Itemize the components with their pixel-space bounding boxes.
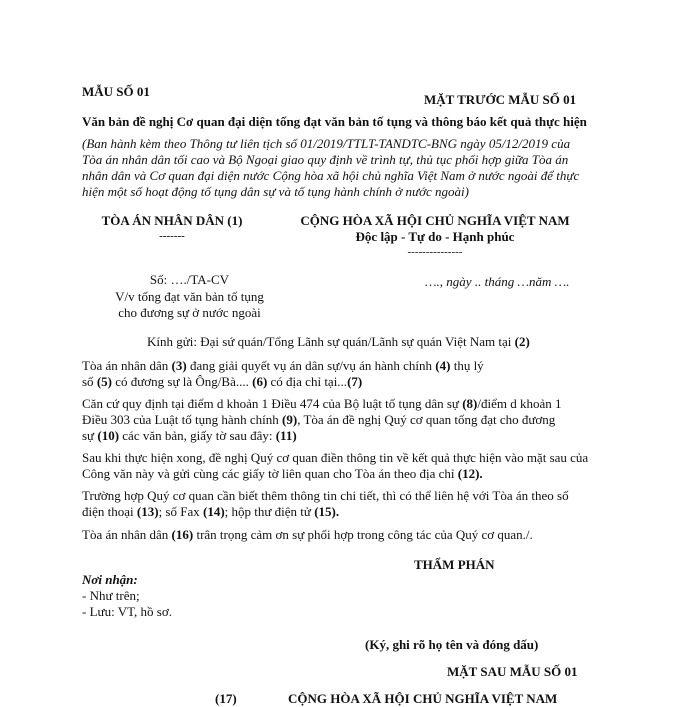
- legal-basis-note: [82, 136, 579, 200]
- form-number: MẪU SỐ 01: [82, 84, 150, 99]
- back-side-label: MẶT SAU MẪU SỐ 01: [447, 664, 578, 679]
- recipient: [147, 334, 530, 350]
- recipient-text: Kính gửi: Đại sứ quán/Tổng Lãnh sự quán/Lãnh sự quán Việt Nam tại: [147, 334, 515, 349]
- front-side-label: MẶT TRƯỚC MẪU SỐ 01: [424, 92, 577, 107]
- bottom-ref: (17): [215, 691, 237, 706]
- subject-line: cho đương sự ở nước ngoài: [118, 305, 261, 320]
- document-title: Văn bản đề nghị Cơ quan đại diện tống đạt văn bản tố tụng và thông báo kết quả thực hiện: [82, 114, 587, 129]
- date-line: …., ngày .. tháng …năm ….: [425, 274, 570, 289]
- judge-title: THẨM PHÁN: [414, 557, 495, 572]
- nation-name: CỘNG HÒA XÃ HỘI CHỦ NGHĨA VIỆT NAM: [300, 213, 570, 228]
- paragraph-case-info: Tòa án nhân dân (3) đang giải quyết vụ án dân sự/vụ án hành chính (4) thụ lý số (5) có đương sự là Ông/Bà.... (6) có địa chỉ tại...(7): [82, 358, 484, 389]
- receiver-item: - Như trên;: [82, 588, 140, 603]
- receiver-item: - Lưu: VT, hồ sơ.: [82, 604, 172, 619]
- court-divider: -------: [159, 230, 185, 242]
- bottom-nation-name: CỘNG HÒA XÃ HỘI CHỦ NGHĨA VIỆT NAM: [288, 691, 558, 706]
- national-motto: Độc lập - Tự do - Hạnh phúc: [355, 229, 515, 244]
- paragraph-contact-info: Trường hợp Quý cơ quan cần biết thêm thông tin chi tiết, thì có thể liên hệ với Tòa án theo số điện thoại (13); số Fax (14); hộp thư điện tử (15).: [82, 488, 569, 519]
- subject-line: V/v tống đạt văn bản tố tụng: [115, 289, 264, 304]
- legal-note-line: Tòa án nhân dân tối cao và Bộ Ngoại giao quy định về trình tự, thủ tục phối hợp giữa Tòa án: [82, 152, 569, 167]
- receivers-list: [82, 588, 172, 620]
- legal-note-line: nhân dân và Cơ quan đại diện nước Cộng hòa xã hội chủ nghĩa Việt Nam ở nước ngoài để thực: [82, 168, 580, 183]
- court-name: TÒA ÁN NHÂN DÂN (1): [101, 213, 243, 228]
- legal-note-line: hiện một số hoạt động tố tụng dân sự và tố tụng hành chính ở nước ngoài): [82, 184, 469, 199]
- subject: [82, 289, 297, 321]
- paragraph-legal-basis: Căn cứ quy định tại điểm d khoản 1 Điều 474 của Bộ luật tố tụng dân sự (8)/điểm d khoản 1 Điều 303 của Luật tố tụng hành chính (9), Tòa án đề nghị Quý cơ quan tống đạt cho đương sự (10) các văn bản, giấy tờ sau đây: (11): [82, 396, 562, 443]
- document-number: Số: …./TA-CV: [149, 272, 230, 287]
- paragraph-result-request: Sau khi thực hiện xong, đề nghị Quý cơ quan điền thông tin về kết quả thực hiện vào mặt sau của Công văn này và gửi cùng các giấy tờ liên quan cho Tòa án theo địa chỉ (12).: [82, 450, 589, 481]
- motto-divider: ---------------: [407, 246, 463, 258]
- signature-note: (Ký, ghi rõ họ tên và đóng dấu): [365, 637, 539, 652]
- receivers-label: Nơi nhận:: [82, 572, 138, 587]
- paragraph-thanks: Tòa án nhân dân (16) trân trọng cảm ơn sự phối hợp trong công tác của Quý cơ quan./.: [82, 527, 533, 542]
- recipient-ref: (2): [514, 334, 530, 349]
- legal-note-line: (Ban hành kèm theo Thông tư liên tịch số 01/2019/TTLT-TANDTC-BNG ngày 05/12/2019 của: [82, 136, 571, 151]
